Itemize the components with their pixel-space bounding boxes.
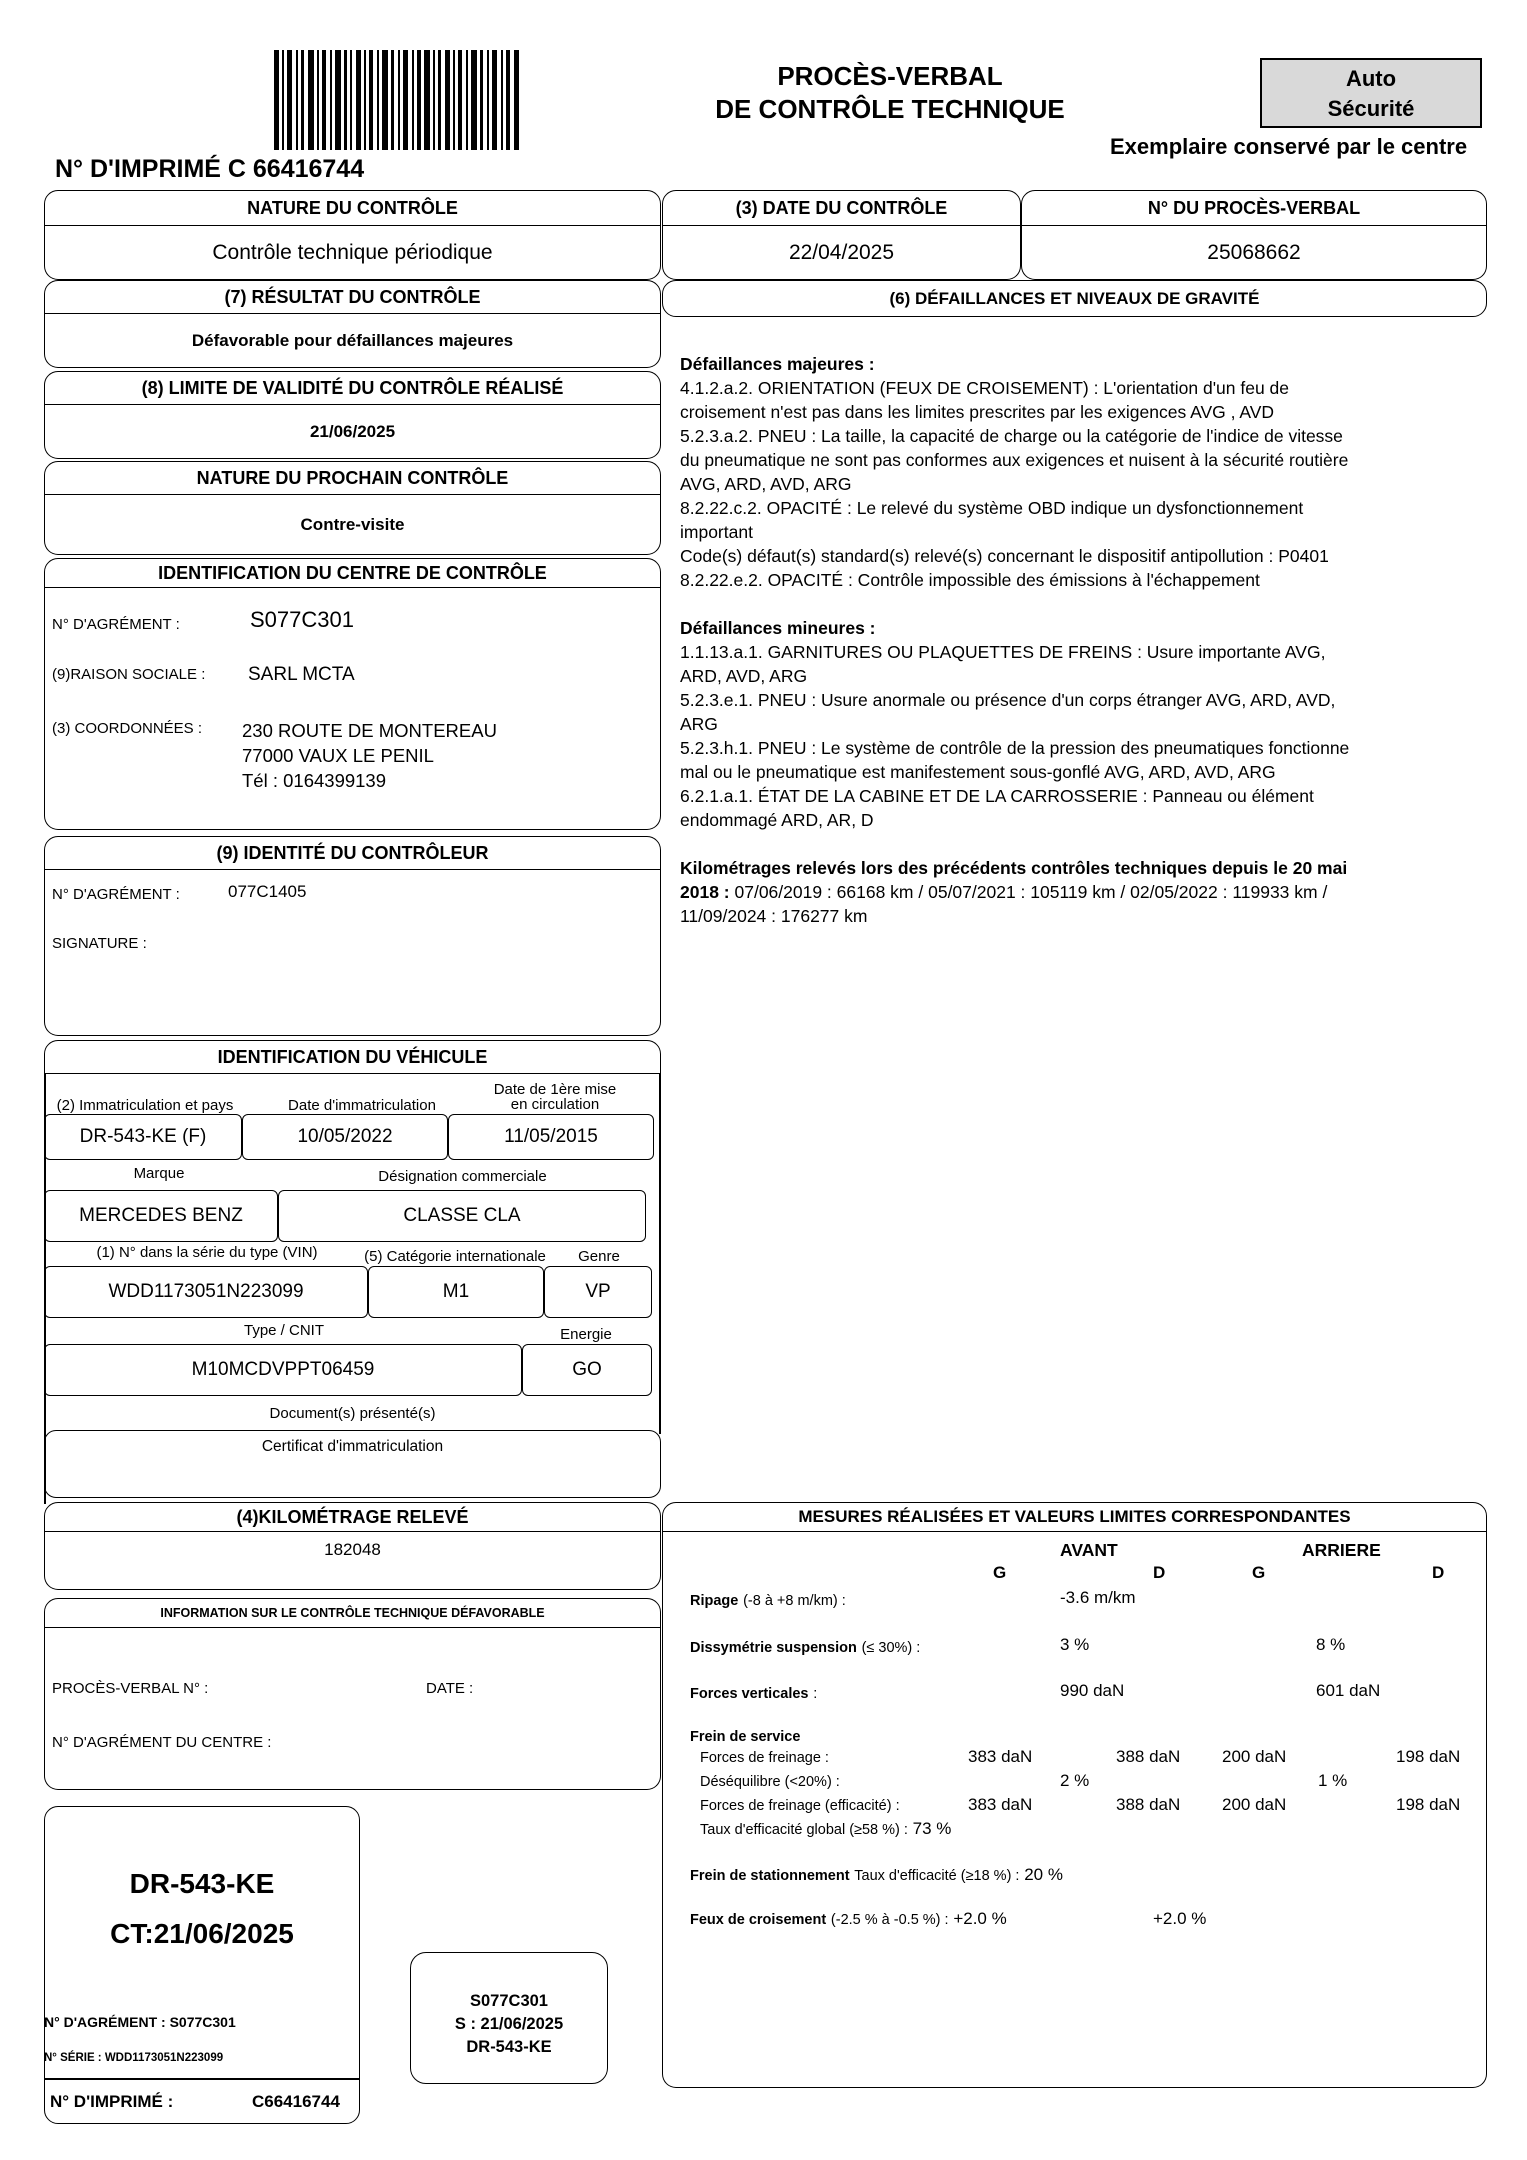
vehicule-header: IDENTIFICATION DU VÉHICULE [44, 1040, 661, 1074]
feux-label: Feux de croisement [690, 1912, 827, 1928]
ripage-label: Ripage [690, 1593, 739, 1609]
km-header: (4)KILOMÉTRAGE RELEVÉ [44, 1502, 661, 1532]
docs-value: Certificat d'immatriculation [261, 1438, 444, 1455]
centre-coord-label: (3) COORDONNÉES : [52, 720, 203, 737]
type-label: Type / CNIT [243, 1322, 325, 1339]
date-immat-value: 10/05/2022 [242, 1114, 448, 1160]
majeure-line: 8.2.22.e.2. OPACITÉ : Contrôle impossible des émissions à l'échappement [680, 570, 1260, 590]
info-def-agrement-label: N° D'AGRÉMENT DU CENTRE : [52, 1734, 272, 1751]
resultat-header: (7) RÉSULTAT DU CONTRÔLE [44, 280, 661, 314]
avant-g-label: G [993, 1563, 1007, 1582]
brand-line1: Auto [1345, 66, 1397, 91]
info-def-body [44, 1628, 661, 1790]
title-line1: PROCÈS-VERBAL [777, 61, 1003, 91]
taux-label: Taux d'efficacité global (≥58 %) : [700, 1822, 908, 1838]
type-value: M10MCDVPPT06459 [44, 1344, 522, 1396]
date-header: (3) DATE DU CONTRÔLE [662, 190, 1021, 226]
dissym-arriere: 8 % [1316, 1635, 1346, 1654]
designation-label: Désignation commerciale [378, 1168, 547, 1185]
ffe-arg: 200 daN [1222, 1795, 1287, 1814]
mineure-line: 1.1.13.a.1. GARNITURES OU PLAQUETTES DE FREINS : Usure importante AVG, [680, 642, 1326, 662]
designation-value: CLASSE CLA [278, 1190, 646, 1242]
ff-label: Forces de freinage : [700, 1750, 829, 1766]
fv-avant: 990 daN [1060, 1681, 1125, 1700]
stamp-line1: S077C301 [470, 1992, 548, 2010]
vignette-agrement: N° D'AGRÉMENT : S077C301 [44, 2014, 236, 2030]
majeure-line: 4.1.2.a.2. ORIENTATION (FEUX DE CROISEMENT) : L'orientation d'un feu de [680, 378, 1290, 398]
date-mise-label-line2: en circulation [510, 1096, 600, 1113]
energie-value: GO [522, 1344, 652, 1396]
ripage-limit: (-8 à +8 m/km) : [743, 1593, 846, 1609]
immat-label: (2) Immatriculation et pays [56, 1097, 234, 1114]
ripage-value: -3.6 m/km [1060, 1588, 1136, 1607]
ff-arg: 200 daN [1222, 1747, 1287, 1766]
defaillances-header: (6) DÉFAILLANCES ET NIVEAUX DE GRAVITÉ [662, 280, 1487, 317]
majeure-line: croisement n'est pas dans les limites prescrites par les exigences AVG , AVD [680, 402, 1275, 422]
mineure-line: ARD, AVD, ARG [680, 666, 808, 686]
vignette-imprime: C66416744 [252, 2092, 340, 2111]
km-history-values: 07/06/2019 : 66168 km / 05/07/2021 : 105119 km / 02/05/2022 : 119933 km / [729, 882, 1328, 902]
date-mise-label [450, 1082, 660, 1112]
fst-value: 20 % [1024, 1865, 1063, 1884]
centre-coord-line1: 230 ROUTE DE MONTEREAU [242, 720, 497, 741]
fv-arriere: 601 daN [1316, 1681, 1381, 1700]
vignette-plate: DR-543-KE [129, 1868, 275, 1899]
feux-limit: (-2.5 % à -0.5 %) : [830, 1912, 949, 1928]
km-history-year: 2018 : [680, 882, 730, 902]
majeure-line: 5.2.3.a.2. PNEU : La taille, la capacité de charge ou la catégorie de l'indice de vitesse [680, 426, 1343, 446]
dissym-avant: 3 % [1060, 1635, 1090, 1654]
mineure-line: 5.2.3.e.1. PNEU : Usure anormale ou présence d'un corps étranger AVG, ARD, AVD, [680, 690, 1336, 710]
fst-label: Frein de stationnement [690, 1868, 850, 1884]
stamp-text [410, 1990, 608, 2059]
feux-droite: +2.0 % [1153, 1909, 1207, 1928]
ff-avg: 383 daN [968, 1747, 1033, 1766]
centre-agrement-label: N° D'AGRÉMENT : [52, 616, 180, 633]
km-history-line2: 11/09/2024 : 176277 km [680, 906, 868, 926]
marque-value: MERCEDES BENZ [44, 1190, 278, 1242]
km-value: 182048 [324, 1540, 381, 1559]
brand-box [1260, 58, 1482, 128]
centre-header: IDENTIFICATION DU CENTRE DE CONTRÔLE [44, 558, 661, 588]
centre-raison-label: (9)RAISON SOCIALE : [52, 666, 206, 683]
taux-row [700, 1819, 951, 1839]
fv-label: Forces verticales [690, 1686, 809, 1702]
dissym-limit: (≤ 30%) : [861, 1640, 921, 1656]
nature-value: Contrôle technique périodique [44, 226, 661, 280]
centre-raison: SARL MCTA [248, 664, 355, 685]
mineure-line: 6.2.1.a.1. ÉTAT DE LA CABINE ET DE LA CARROSSERIE : Panneau ou élément [680, 786, 1314, 806]
majeure-line: 8.2.22.c.2. OPACITÉ : Le relevé du système OBD indique un dysfonctionnement [680, 498, 1304, 518]
centre-coord-line2: 77000 VAUX LE PENIL [242, 745, 434, 766]
ffe-avd: 388 daN [1116, 1795, 1181, 1814]
info-def-header: INFORMATION SUR LE CONTRÔLE TECHNIQUE DÉFAVORABLE [44, 1598, 661, 1628]
mineure-line: 5.2.3.h.1. PNEU : Le système de contrôle de la pression des pneumatiques fonctionne [680, 738, 1350, 758]
majeures-title: Défaillances majeures : [680, 354, 875, 374]
marque-label: Marque [133, 1165, 185, 1182]
vehicule-frame-right [659, 1074, 661, 1434]
vignette [44, 1806, 360, 2124]
vignette-serie: N° SÉRIE : WDD1173051N223099 [44, 2052, 224, 2064]
date-mise-value: 11/05/2015 [448, 1114, 654, 1160]
dissym-row [690, 1637, 920, 1657]
info-def-pv-label: PROCÈS-VERBAL N° : [52, 1680, 209, 1697]
vin-label: (1) N° dans la série du type (VIN) [96, 1244, 318, 1261]
mineure-line: ARG [680, 714, 718, 734]
fv-row: Forces verticales : [690, 1686, 818, 1702]
avant-label: AVANT [1060, 1540, 1118, 1560]
prochain-header: NATURE DU PROCHAIN CONTRÔLE [44, 461, 661, 495]
mineures-items [680, 640, 1400, 832]
feux-gauche: +2.0 % [953, 1909, 1007, 1928]
pv-value: 25068662 [1021, 226, 1487, 280]
km-history-line [680, 880, 1400, 904]
copy-note: Exemplaire conservé par le centre [1110, 134, 1468, 159]
genre-value: VP [544, 1266, 652, 1318]
centre-coordonnees [242, 718, 497, 793]
pv-header: N° DU PROCÈS-VERBAL [1021, 190, 1487, 226]
categorie-value: M1 [368, 1266, 544, 1318]
mesures-header: MESURES RÉALISÉES ET VALEURS LIMITES CORRESPONDANTES [662, 1502, 1487, 1532]
imprime-number: N° D'IMPRIMÉ C 66416744 [55, 155, 365, 183]
ffe-label: Forces de freinage (efficacité) : [700, 1798, 900, 1814]
immat-value: DR-543-KE (F) [44, 1114, 242, 1160]
document-title [680, 60, 1100, 126]
vignette-imprime-label: N° D'IMPRIMÉ : [50, 2092, 174, 2111]
feux-row [690, 1909, 1007, 1929]
majeure-line: important [680, 522, 753, 542]
centre-agrement: S077C301 [250, 607, 354, 632]
controleur-header: (9) IDENTITÉ DU CONTRÔLEUR [44, 836, 661, 870]
mineures-title: Défaillances mineures : [680, 618, 876, 638]
vin-value: WDD1173051N223099 [44, 1266, 368, 1318]
fst-limit: Taux d'efficacité (≥18 %) : [854, 1868, 1020, 1884]
date-value: 22/04/2025 [662, 226, 1021, 280]
arriere-label: ARRIERE [1302, 1540, 1381, 1560]
controleur-agrement: 077C1405 [228, 882, 307, 901]
dissym-label: Dissymétrie suspension [690, 1640, 857, 1656]
mineure-line: mal ou le pneumatique est manifestement sous-gonflé AVG, ARD, AVD, ARG [680, 762, 1276, 782]
fs-label-text: Frein de service [690, 1729, 801, 1745]
nature-header: NATURE DU CONTRÔLE [44, 190, 661, 226]
barcode-graphic [272, 50, 522, 150]
docs-label: Document(s) présenté(s) [269, 1405, 436, 1422]
limite-header: (8) LIMITE DE VALIDITÉ DU CONTRÔLE RÉALISÉ [44, 371, 661, 405]
limite-value: 21/06/2025 [44, 405, 661, 459]
ffe-ard: 198 daN [1396, 1795, 1461, 1814]
fs-label [690, 1726, 800, 1746]
info-def-date-label: DATE : [426, 1680, 474, 1697]
arriere-g-label: G [1252, 1563, 1266, 1582]
defaillances-list [680, 352, 1400, 928]
fst-row [690, 1865, 1063, 1885]
energie-label: Energie [560, 1326, 612, 1343]
mineure-line: endommagé ARD, AR, D [680, 810, 874, 830]
prochain-value: Contre-visite [44, 495, 661, 555]
km-history-title: Kilométrages relevés lors des précédents contrôles techniques depuis le 20 mai [680, 858, 1348, 878]
stamp-line3: DR-543-KE [466, 2038, 552, 2056]
deseq-avant: 2 % [1060, 1771, 1090, 1790]
ripage-row [690, 1590, 846, 1610]
ff-avd: 388 daN [1116, 1747, 1181, 1766]
signature-label: SIGNATURE : [52, 935, 147, 952]
ff-ard: 198 daN [1396, 1747, 1461, 1766]
majeure-line: du pneumatique ne sont pas conformes aux exigences et nuisent à la sécurité routière [680, 450, 1349, 470]
deseq-arriere: 1 % [1318, 1771, 1348, 1790]
date-immat-label: Date d'immatriculation [288, 1097, 436, 1114]
majeures-items [680, 376, 1400, 592]
taux-value: 73 % [912, 1819, 952, 1838]
majeure-line: AVG, ARD, AVD, ARG [680, 474, 852, 494]
title-line2: DE CONTRÔLE TECHNIQUE [715, 94, 1065, 124]
controleur-agrement-label: N° D'AGRÉMENT : [52, 886, 180, 903]
stamp-line2: S : 21/06/2025 [454, 2015, 564, 2033]
genre-label: Genre [578, 1248, 620, 1265]
resultat-value: Défavorable pour défaillances majeures [44, 314, 661, 368]
categorie-label: (5) Catégorie internationale [364, 1248, 546, 1265]
deseq-label: Déséquilibre (<20%) : [700, 1774, 840, 1790]
vignette-separator [44, 2078, 360, 2080]
centre-coord-line3: Tél : 0164399139 [242, 770, 387, 791]
date-mise-label-line1: Date de 1ère mise [493, 1081, 617, 1098]
barcode [272, 50, 522, 150]
avant-d-label: D [1153, 1563, 1166, 1582]
brand-line2: Sécurité [1327, 96, 1415, 121]
vignette-ct-date: CT:21/06/2025 [110, 1918, 294, 1949]
ffe-avg: 383 daN [968, 1795, 1033, 1814]
majeure-line: Code(s) défaut(s) standard(s) relevé(s) concernant le dispositif antipollution : P0401 [680, 546, 1329, 566]
arriere-d-label: D [1432, 1563, 1445, 1582]
